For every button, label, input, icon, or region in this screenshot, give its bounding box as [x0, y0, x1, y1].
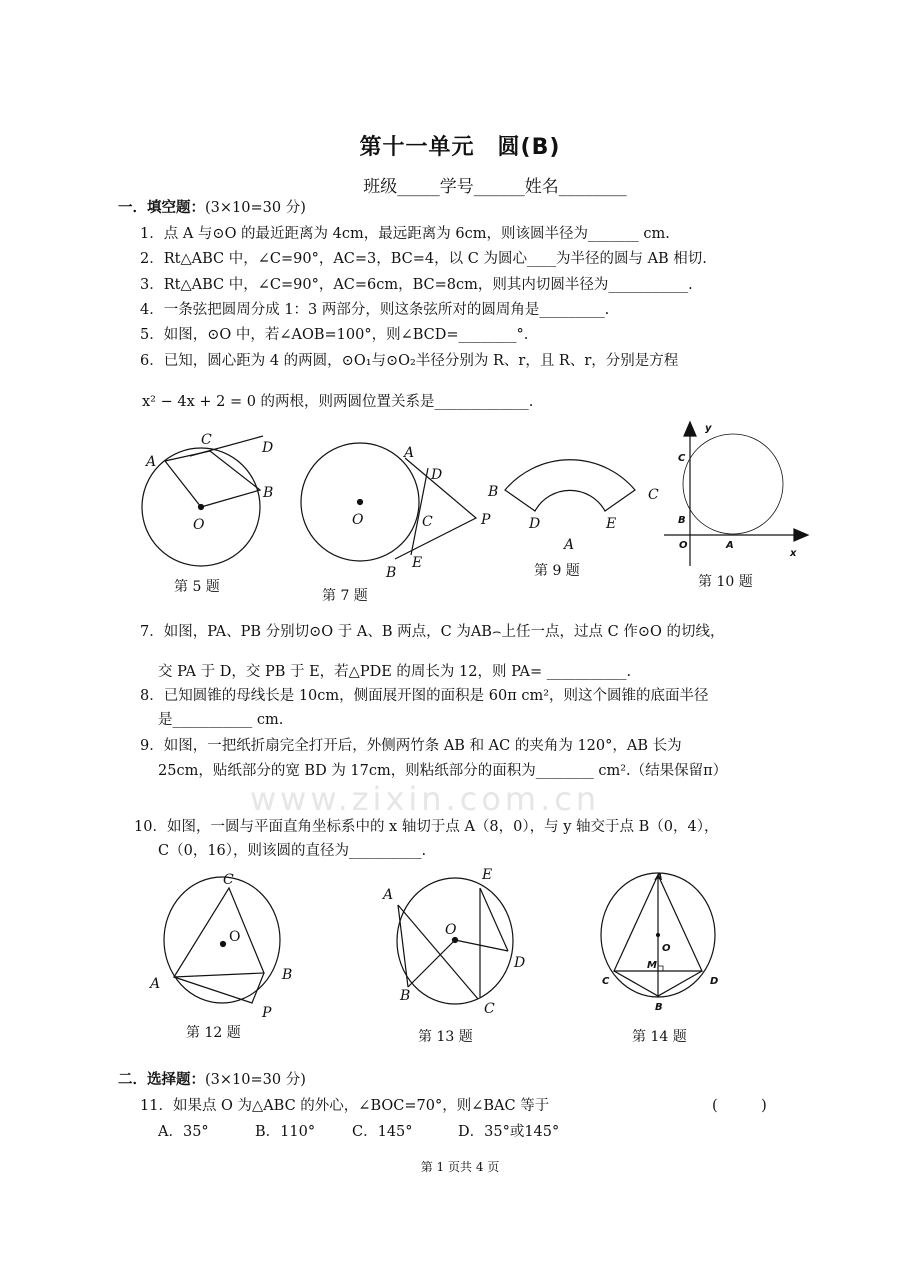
- option-b: B．110°: [255, 1124, 316, 1140]
- figure-point-label: O: [352, 512, 364, 528]
- question-10-cont: C（0，16），则该圆的直径为__________.: [158, 843, 427, 859]
- page-footer: 第 1 页共 4 页: [420, 1160, 500, 1174]
- figure-point-label: D: [710, 976, 719, 987]
- figure-point-label: A: [150, 976, 161, 992]
- figure-14: [601, 872, 718, 1045]
- figure-point-label: E: [606, 516, 617, 532]
- figure-point-label: y: [705, 423, 712, 434]
- figure-point-label: A: [146, 454, 157, 470]
- question-8-cont: 是___________ cm.: [158, 712, 284, 728]
- figure-point-label: O: [679, 540, 688, 551]
- figure-point-label: B: [400, 988, 411, 1004]
- figure-point-label: M: [647, 960, 657, 971]
- page-title: 第十一单元 圆(B): [359, 135, 561, 160]
- figure-point-label: C: [678, 453, 686, 464]
- figure-point-label: B: [488, 484, 499, 500]
- figure-point-label: B: [655, 1002, 663, 1013]
- figure-point-label: E: [412, 555, 423, 571]
- figure-point-label: A: [564, 537, 575, 553]
- figure-point-label: P: [262, 1005, 272, 1021]
- figure-5: [142, 432, 273, 595]
- figure-9: [487, 460, 659, 579]
- figure-point-label: B: [282, 967, 293, 983]
- figure-point-label: D: [431, 467, 443, 483]
- figure-point-label: O: [662, 943, 671, 954]
- question-5: 5．如图，⊙O 中，若∠AOB=100°，则∠BCD=________°.: [140, 327, 529, 343]
- figure-point-label: x: [790, 548, 797, 559]
- figure-point-label: C: [602, 976, 610, 987]
- figure-13: [381, 867, 525, 1045]
- figure-point-label: B: [263, 485, 274, 501]
- figure-point-label: C: [223, 872, 234, 888]
- figure-point-label: O: [229, 929, 241, 945]
- figure-point-label: A: [404, 445, 415, 461]
- option-d: D．35°或145°: [458, 1124, 560, 1140]
- figure-point-label: O: [445, 922, 457, 938]
- figure-point-label: D: [529, 516, 541, 532]
- figure-point-label: D: [262, 440, 274, 456]
- question-7-cont: 交 PA 于 D，交 PB 于 E，若△PDE 的周长为 12，则 PA= ___________.: [158, 664, 632, 680]
- question-2: 2．Rt△ABC 中，∠C=90°，AC=3，BC=4，以 C 为圆心____为半径的圆与 AB 相切.: [140, 251, 707, 267]
- figure-point-label: A: [655, 872, 663, 883]
- figure-caption: 第 7 题: [322, 588, 368, 604]
- figure-point-label: B: [386, 565, 397, 581]
- figure-point-label: A: [383, 887, 394, 903]
- question-6: 6．已知，圆心距为 4 的两圆，⊙O₁与⊙O₂半径分别为 R、r，且 R、r，分别是方程: [140, 353, 679, 369]
- section-1-title: 一．填空题：: [118, 199, 205, 216]
- figure-point-label: E: [482, 867, 493, 883]
- question-11: 11．如果点 O 为△ABC 的外心，∠BOC=70°，则∠BAC 等于: [140, 1098, 550, 1114]
- figure-point-label: D: [514, 955, 526, 971]
- figure-caption: 第 14 题: [632, 1029, 687, 1045]
- student-info-line: 班级_____学号______姓名________: [363, 177, 627, 197]
- section-2-title: 二．选择题：: [118, 1071, 205, 1088]
- figure-point-label: P: [481, 512, 491, 528]
- figure-caption: 第 10 题: [698, 574, 753, 590]
- figure-point-label: C: [484, 1001, 495, 1017]
- figure-point-label: C: [201, 432, 212, 448]
- figure-caption: 第 13 题: [418, 1029, 473, 1045]
- question-6-equation: x² − 4x + 2 = 0 的两根，则两圆位置关系是_____________.: [142, 394, 534, 410]
- figure-caption: 第 5 题: [174, 579, 220, 595]
- figure-point-label: C: [648, 487, 659, 503]
- figure-10: [664, 422, 808, 590]
- question-8: 8．已知圆锥的母线长是 10cm，侧面展开图的面积是 60π cm²，则这个圆锥的底面半径: [140, 688, 709, 704]
- figure-point-label: O: [193, 517, 205, 533]
- question-4: 4．一条弦把圆周分成 1：3 两部分，则这条弦所对的圆周角是_________.: [140, 302, 610, 318]
- figure-12: [148, 872, 292, 1041]
- figure-caption: 第 9 题: [534, 563, 580, 579]
- question-3: 3．Rt△ABC 中，∠C=90°，AC=6cm，BC=8cm，则其内切圆半径为___________.: [140, 277, 693, 293]
- question-1: 1．点 A 与⊙O 的最近距离为 4cm，最远距离为 6cm，则该圆半径为_______ cm.: [140, 226, 670, 242]
- question-10: 10．如图，一圆与平面直角坐标系中的 x 轴切于点 A（8，0），与 y 轴交于点 B（0，4），: [134, 819, 719, 835]
- question-9-cont: 25cm，贴纸部分的宽 BD 为 17cm，则粘纸部分的面积为________ cm².（结果保留π）: [158, 763, 728, 779]
- figure-point-label: B: [678, 515, 686, 526]
- figure-point-label: C: [422, 514, 433, 530]
- answer-bracket: ( ): [712, 1098, 767, 1114]
- section-2-score: (3×10=30 分): [205, 1072, 306, 1088]
- question-9: 9．如图，一把纸折扇完全打开后，外侧两竹条 AB 和 AC 的夹角为 120°，AB 长为: [140, 738, 682, 754]
- figure-caption: 第 12 题: [186, 1025, 241, 1041]
- figure-7: [301, 443, 491, 604]
- section-1-score: (3×10=30 分): [205, 200, 306, 216]
- question-7: 7．如图，PA、PB 分别切⊙O 于 A、B 两点，C 为AB⌢上任一点，过点 C 作⊙O 的切线，: [140, 624, 725, 640]
- watermark: www.zixin.com.cn: [250, 780, 601, 818]
- option-c: C．145°: [352, 1124, 413, 1140]
- option-a: A．35°: [158, 1124, 209, 1140]
- figure-point-label: A: [726, 540, 734, 551]
